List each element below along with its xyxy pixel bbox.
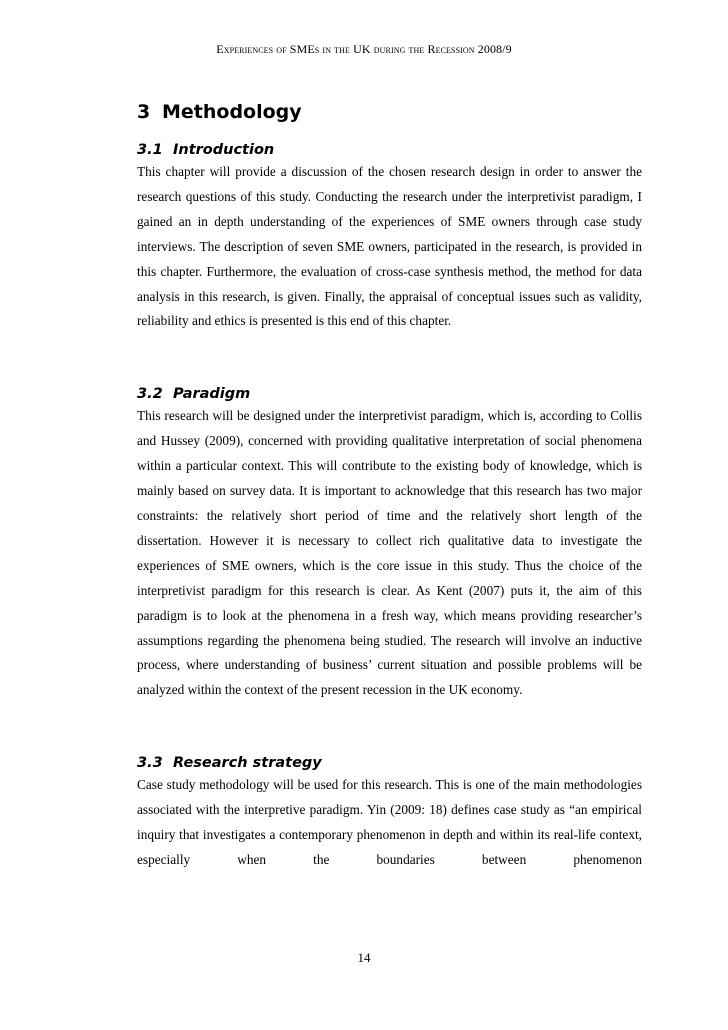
running-header-title: Experiences of SMEs in the UK during the Recession 2008/9 [216, 42, 512, 56]
running-header [0, 42, 728, 57]
section-research-strategy [137, 753, 642, 873]
chapter-heading [137, 98, 642, 126]
section-number: 3.1 [137, 142, 163, 158]
section-heading [137, 140, 642, 160]
section-title: Paradigm [173, 386, 251, 403]
chapter-title: Methodology [162, 101, 302, 123]
chapter-number: 3 [137, 101, 151, 123]
section-heading [137, 753, 642, 773]
section-title: Research strategy [173, 755, 322, 772]
section-number: 3.2 [137, 386, 163, 403]
section-paradigm [137, 384, 642, 703]
section-paragraph: Case study methodology will be used for this research. This is one of the main methodologies associated with the interpretive paradigm. Yin (2009: 18) defines case study as “an empirical inquiry that investigates a contemporary phenomenon in depth and within its real-life context, especially when the boundaries between phenomenon [137, 777, 642, 867]
section-paragraph: This chapter will provide a discussion of the chosen research design in order to answer the research questions of this study. Conducting the research under the interpretivist paradigm, I gained an in depth understanding of the experiences of SME owners through case study interviews. The description of seven SME owners, participated in the research, is provided in this chapter. Furthermore, the evaluation of cross-case synthesis method, the method for data analysis in this research, is given. Finally, the appraisal of conceptual issues such as validity, reliability and ethics is presented is this end of this chapter. [137, 164, 642, 329]
section-title: Introduction [173, 142, 275, 158]
section-number: 3.3 [137, 755, 163, 772]
section-paragraph: This research will be designed under the interpretivist paradigm, which is, according to Collis and Hussey (2009), concerned with providing qualitative interpretation of social phenomena within a particular context. This will contribute to the existing body of knowledge, which is mainly based on survey data. It is important to acknowledge that this research has two major constraints: the relatively short period of time and the relatively short length of the dissertation. However it is necessary to collect rich qualitative data to investigate the experiences of SME owners, which is the core issue in this study. Thus the choice of the interpretivist paradigm for this research is clear. As Kent (2007) puts it, the aim of this paradigm is to look at the phenomena in a fresh way, which means providing researcher’s assumptions regarding the phenomena being studied. The research will involve an inductive process, where understanding of business’ current situation and possible problems will be analyzed within the context of the present recession in the UK economy. [137, 408, 642, 698]
page-body [137, 98, 642, 873]
section-heading [137, 384, 642, 404]
section-introduction [137, 140, 642, 334]
page-number: 14 [357, 950, 371, 965]
